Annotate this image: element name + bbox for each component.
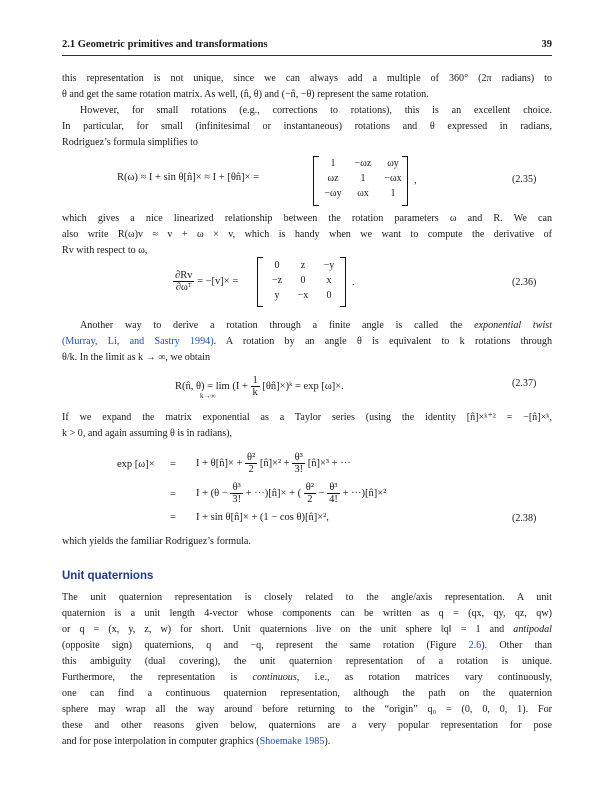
matrix-cell: y — [274, 290, 280, 301]
equation-number: (2.38) — [512, 513, 537, 524]
matrix-cell: 0 — [274, 260, 280, 271]
text-line: The unit quaternion representation is closely related to the angle/axis representation. A unit — [62, 592, 552, 603]
fraction-denominator: 3! — [294, 464, 304, 475]
term-continuous: continuous — [252, 672, 297, 683]
equals-sign: = — [170, 459, 176, 470]
fraction-numerator: ∂Rv — [175, 270, 193, 281]
equation-2-38-line2 — [196, 482, 386, 505]
equation-middle: = −[v]× = — [197, 275, 239, 287]
matrix-cell: −x — [297, 290, 309, 301]
cross-product-matrix — [262, 260, 352, 306]
matrix-cell: 1 — [330, 158, 336, 169]
matrix-cell: −z — [271, 275, 283, 286]
equation-2-38-line3: I + sin θ[n̂]× + (1 − cos θ)[n̂]×², — [196, 512, 329, 523]
fraction-denominator: 2 — [248, 464, 254, 475]
matrix-cell: −ωy — [324, 188, 342, 199]
matrix-cell: ωx — [357, 188, 369, 199]
matrix-cell: −ωz — [354, 158, 372, 169]
matrix-cell: ωz — [327, 173, 339, 184]
text-line: In particular, for small (infinitesimal or instantaneous) rotations and θ expressed in radians, — [62, 121, 552, 132]
equation-part: [n̂]×³ + ··· — [307, 457, 351, 469]
citation-link[interactable]: Shoemake 1985 — [259, 736, 325, 747]
text-fragment: and for pose interpolation in computer graphics ( — [62, 736, 260, 747]
equation-2-35-lhs: R(ω) ≈ I + sin θ[n̂]× ≈ I + [θn̂]× = — [117, 172, 260, 183]
equation-part: + ···)[n̂]×² — [342, 487, 387, 499]
text-line: Rodriguez’s formula simplifies to — [62, 137, 198, 148]
fraction-denominator: 2 — [307, 494, 313, 505]
fraction-denominator: ∂ωᵀ — [175, 282, 192, 293]
section-heading-unit-quaternions: Unit quaternions — [62, 570, 154, 582]
figure-link[interactable]: 2.6 — [468, 640, 482, 651]
equals-sign: = — [170, 489, 176, 500]
equation-2-38-line1-lhs: exp [ω]× — [117, 459, 155, 470]
text-line: θ and get the same rotation matrix. As well, (n̂, θ) and (−n̂, −θ) represent the same rotation. — [62, 89, 429, 100]
text-fragment: (opposite sign) quaternions, q and −q, represent the same rotation (Figure — [62, 640, 469, 651]
matrix-cell: ωy — [387, 158, 399, 169]
text-line: this representation is not unique, since we can always add a multiple of 360° (2π radians) to — [62, 73, 552, 84]
paragraph-taylor — [62, 410, 552, 442]
section-heading-running: 2.1 Geometric primitives and transformations — [62, 39, 268, 50]
paragraph-linearized — [62, 211, 552, 259]
text-line — [62, 334, 552, 350]
fraction-numerator: 1 — [252, 375, 258, 386]
fraction-denominator: k — [252, 387, 258, 398]
header-rule — [62, 55, 552, 56]
matrix-cell: x — [326, 275, 332, 286]
fraction-numerator: θ² — [247, 452, 256, 463]
text-line — [62, 622, 552, 638]
equation-part: − — [318, 487, 325, 499]
text-fragment: ). Other than — [481, 640, 553, 651]
text-line: Rv with respect to ω, — [62, 245, 148, 256]
equation-number: (2.37) — [512, 378, 537, 389]
equation-part: [n̂]×² + — [259, 457, 290, 469]
citation-link[interactable]: (Murray, Li, and Sastry 1994) — [62, 336, 214, 347]
equation-2-38-line1 — [196, 452, 351, 475]
term-exponential-twist: exponential twist — [474, 320, 553, 331]
equation-2-36-lhs — [173, 270, 238, 293]
matrix-cell: 0 — [326, 290, 332, 301]
text-line: also write R(ω)v ≈ v + ω × v, which is handy when we want to compute the derivative of — [62, 229, 552, 240]
text-line: which gives a nice linearized relationship between the rotation parameters ω and R. We can — [62, 213, 552, 224]
text-line: these and other reasons given below, quaternions are a very popular representation for pose — [62, 720, 552, 731]
text-line: k > 0, and again assuming θ is in radians), — [62, 428, 233, 439]
equation-part: R(n̂, θ) = lim (I + — [175, 380, 248, 392]
text-fragment: . A rotation by an angle θ is equivalent to k rotations through — [213, 336, 552, 347]
matrix-cell: 1 — [360, 173, 366, 184]
fraction-denominator: 3! — [232, 494, 242, 505]
equation-number: (2.36) — [512, 277, 537, 288]
text-line: sphere may wrap all the way around before returning to the “origin” q₀ = (0, 0, 0, 1). For — [62, 704, 552, 715]
text-fragment: , i.e., as rotation matrices vary continuously, — [296, 672, 553, 683]
equation-part: [θn̂]×)ᵏ = exp [ω]×. — [262, 380, 344, 392]
paragraph-rodriguez — [62, 534, 552, 550]
fraction-numerator: θ³ — [327, 482, 340, 494]
text-fragment: or q = (x, y, z, w) for short. Unit quaternions live on the unit sphere ‖q‖ = 1 and — [62, 624, 514, 635]
text-line — [62, 670, 552, 686]
page-number: 39 — [541, 39, 552, 50]
matrix-cell: z — [300, 260, 306, 271]
term-antipodal: antipodal — [513, 624, 552, 635]
paragraph-exponential-twist — [62, 318, 552, 366]
fraction-numerator: θ² — [305, 482, 314, 493]
text-fragment: Furthermore, the representation is — [62, 672, 253, 683]
text-line — [62, 318, 552, 334]
fraction-denominator: 4! — [329, 494, 338, 505]
text-fragment: Another way to derive a rotation through a finite angle is called the — [80, 320, 475, 331]
text-line: which yields the familiar Rodriguez’s formula. — [62, 536, 251, 547]
text-line: one can find a continuous quaternion representation, although the path on the quaternion — [62, 688, 552, 699]
limit-subscript: k→∞ — [200, 392, 216, 400]
text-line — [62, 638, 552, 654]
fraction-numerator: θ³ — [292, 452, 305, 464]
matrix-cell: −ωx — [384, 173, 402, 184]
text-line: quaternion is a unit length 4-vector whose components can be written as q = (qx, qy, qz, qw) — [62, 608, 552, 619]
text-line: However, for small rotations (e.g., corrections to rotations), this is an excellent choice. — [80, 105, 552, 116]
fraction-numerator: θ³ — [230, 482, 243, 494]
text-fragment: ). — [324, 736, 331, 747]
paragraph-quaternions — [62, 590, 552, 750]
equals-sign: = — [170, 512, 176, 523]
comma: , — [414, 175, 417, 186]
rotation-matrix — [318, 158, 408, 204]
equation-part: + ···)[n̂]× + ( — [245, 487, 302, 499]
equation-part: I + (θ − — [196, 487, 228, 499]
matrix-cell: 0 — [300, 275, 306, 286]
matrix-bracket-right — [402, 156, 408, 206]
text-line: this ambiguity (dual covering), the unit quaternion representation of a rotation is unique. — [62, 656, 552, 667]
period: . — [352, 277, 355, 288]
text-line — [62, 734, 552, 750]
text-line: θ/k. In the limit as k → ∞, we obtain — [62, 352, 210, 363]
equation-number: (2.35) — [512, 174, 537, 185]
paragraph-intro — [62, 71, 552, 151]
matrix-cell: −y — [323, 260, 335, 271]
running-header — [62, 39, 552, 50]
matrix-bracket-right — [340, 257, 346, 307]
matrix-cell: 1 — [390, 188, 396, 199]
equation-part: I + θ[n̂]× + — [196, 457, 243, 469]
text-line: If we expand the matrix exponential as a Taylor series (using the identity [n̂]×ᵏ⁺² = −[n̂]×ᵏ, — [62, 412, 552, 423]
